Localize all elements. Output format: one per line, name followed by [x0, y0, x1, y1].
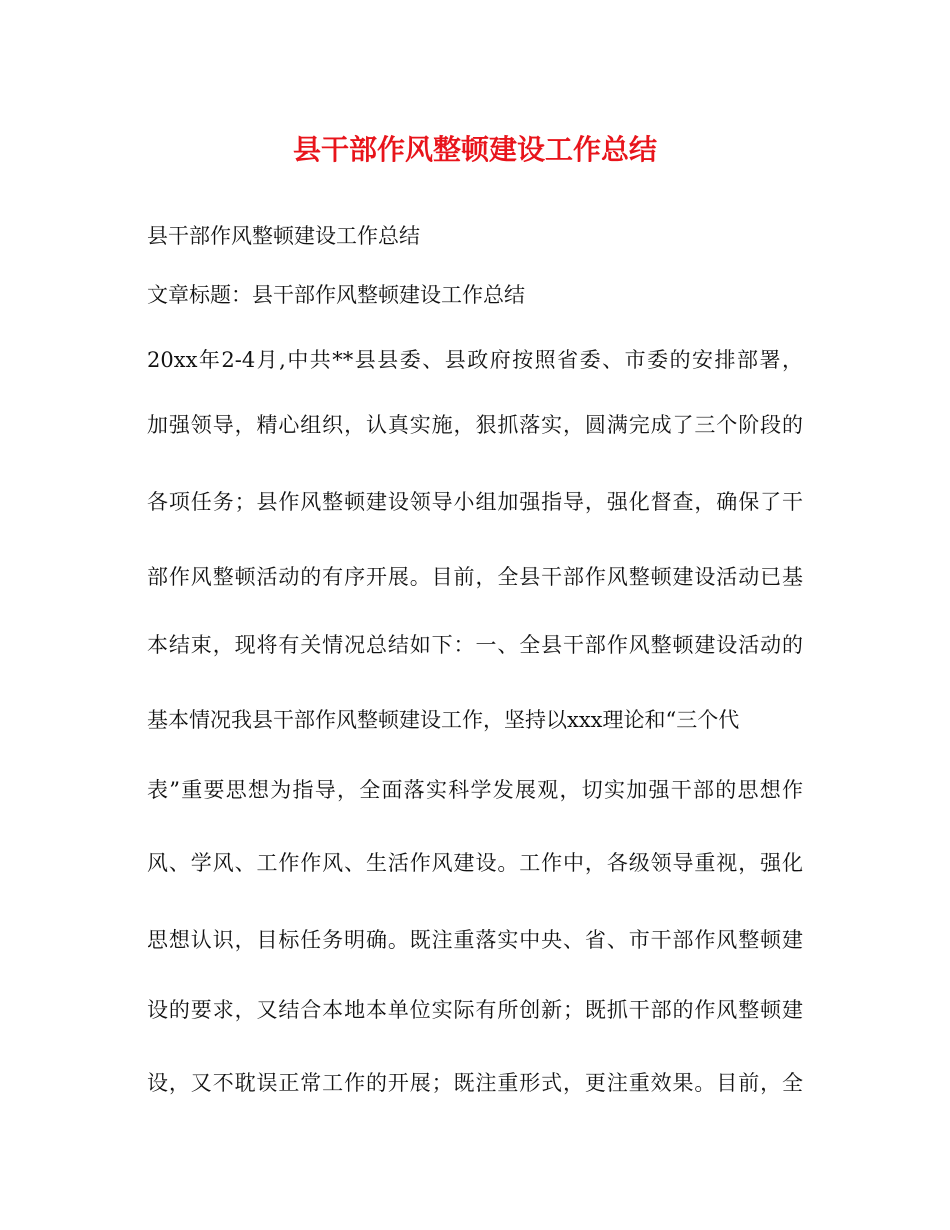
document-title: 县干部作风整顿建设工作总结 — [292, 133, 657, 166]
article-title-label: 文章标题：县干部作风整顿建设工作总结 — [147, 283, 525, 307]
body-line: 思想认识，目标任务明确。既注重落实中央、省、市干部作风整顿建 — [147, 928, 803, 952]
body-line: 设，又不耽误正常工作的开展；既注重形式，更注重效果。目前，全 — [147, 1071, 803, 1095]
body-line: 加强领导，精心组织，认真实施，狠抓落实，圆满完成了三个阶段的 — [147, 413, 803, 437]
body-line: 本结束，现将有关情况总结如下：一、全县干部作风整顿建设活动的 — [147, 633, 803, 657]
body-line: 20xx年2-4月,中共**县县委、县政府按照省委、市委的安排部署， — [147, 348, 803, 372]
body-line: 风、学风、工作作风、生活作风建设。工作中，各级领导重视，强化 — [147, 851, 803, 875]
body-line: 各项任务；县作风整顿建设领导小组加强指导，强化督查，确保了干 — [147, 490, 803, 514]
body-line: 部作风整顿活动的有序开展。目前，全县干部作风整顿建设活动已基 — [147, 565, 803, 589]
body-line: 设的要求，又结合本地本单位实际有所创新；既抓干部的作风整顿建 — [147, 998, 803, 1022]
document-subtitle: 县干部作风整顿建设工作总结 — [147, 224, 420, 248]
body-line: 表”重要思想为指导，全面落实科学发展观，切实加强干部的思想作 — [147, 778, 803, 802]
body-line: 基本情况我县干部作风整顿建设工作，坚持以xxx理论和“三个代 — [147, 708, 740, 732]
